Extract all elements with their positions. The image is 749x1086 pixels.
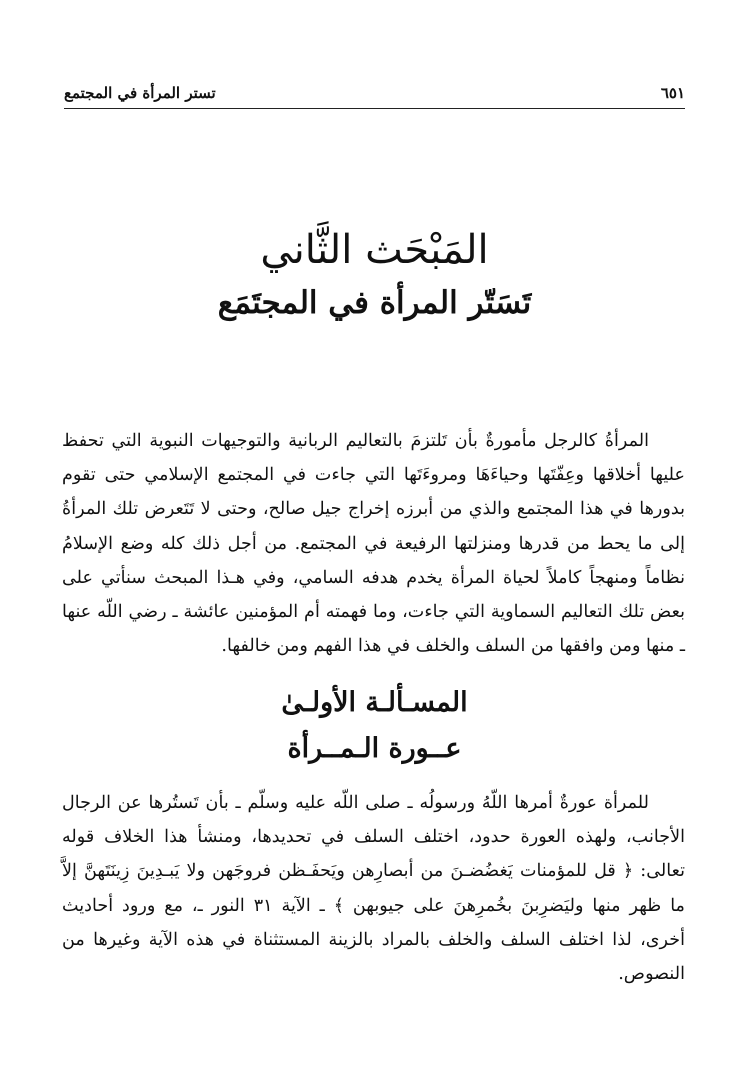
chapter-heading xyxy=(60,222,689,326)
running-title: تستر المرأة في المجتمع xyxy=(64,84,216,102)
body-paragraph-awra: للمرأة عورةٌ أمرها اللّهُ ورسولُه ـ صلى اللّه عليه وسلّم ـ بأن تَستُرها عن الرجال الأجانب، ولهذه العورة حدود، اختلف السلف في تحديدها، ومنشأ هذا الخلاف قوله تعالى: ﴿ قل للمؤمنات يَغضُضـنَ من أبصارِهن ويَحفَـظن فروجَهن ولا يَبـدِينَ زِينَتَهنَّ إلاَّ ما ظهر منها وليَضرِبنَ بخُمرِهنَ على جيوبهن ﴾ ـ الآية ٣١ النور ـ، مع ورود أحاديث أخرى، لذا اختلف السلف والخلف بالمراد بالزينة المستثناة في هذه الآية وغيرها من النصوص. xyxy=(62,793,685,985)
page-number: ٦٥١ xyxy=(660,84,685,102)
header-divider xyxy=(64,108,685,109)
chapter-subtitle: تَسَتّر المرأة في المجتَمَع xyxy=(217,285,532,321)
running-header xyxy=(64,80,685,106)
section-title: المسـألـة الأولـىٰ xyxy=(281,687,468,718)
body-paragraph-intro: المرأةُ كالرجل مأمورةٌ بأن تَلتزمَ بالتعاليم الربانية والتوجيهات النبوية التي تحفظ عليها أخلاقها وعِفّتَها وحياءَهَا ومروءَتَها التي جاءت في المجتمع الإسلامي حتى تقوم بدورها في هذا المجتمع والذي من أبرزه إخراج جيل صالح، وحتى لا تَتَعرض تلك المرأةُ إلى ما يحط من قدرها ومنزلتها الرفيعة في المجتمع. من أجل ذلك كله وضع الإسلامُ نظاماً ومنهجاً كاملاً لحياة المرأة يخدم هدفه السامي، وفي هـذا المبحث سنأتي على بعض تلك التعاليم السماوية التي جاءت، وما فهمته أم المؤمنين عائشة ـ رضي اللّه عنها ـ منها ومن وافقها من السلف والخلف في هذا الفهم ومن خالفها. xyxy=(62,431,685,657)
section-subtitle: عــورة الـمــرأة xyxy=(287,733,462,764)
section-heading xyxy=(60,680,689,772)
chapter-title: المَبْحَث الثَّاني xyxy=(260,227,489,273)
